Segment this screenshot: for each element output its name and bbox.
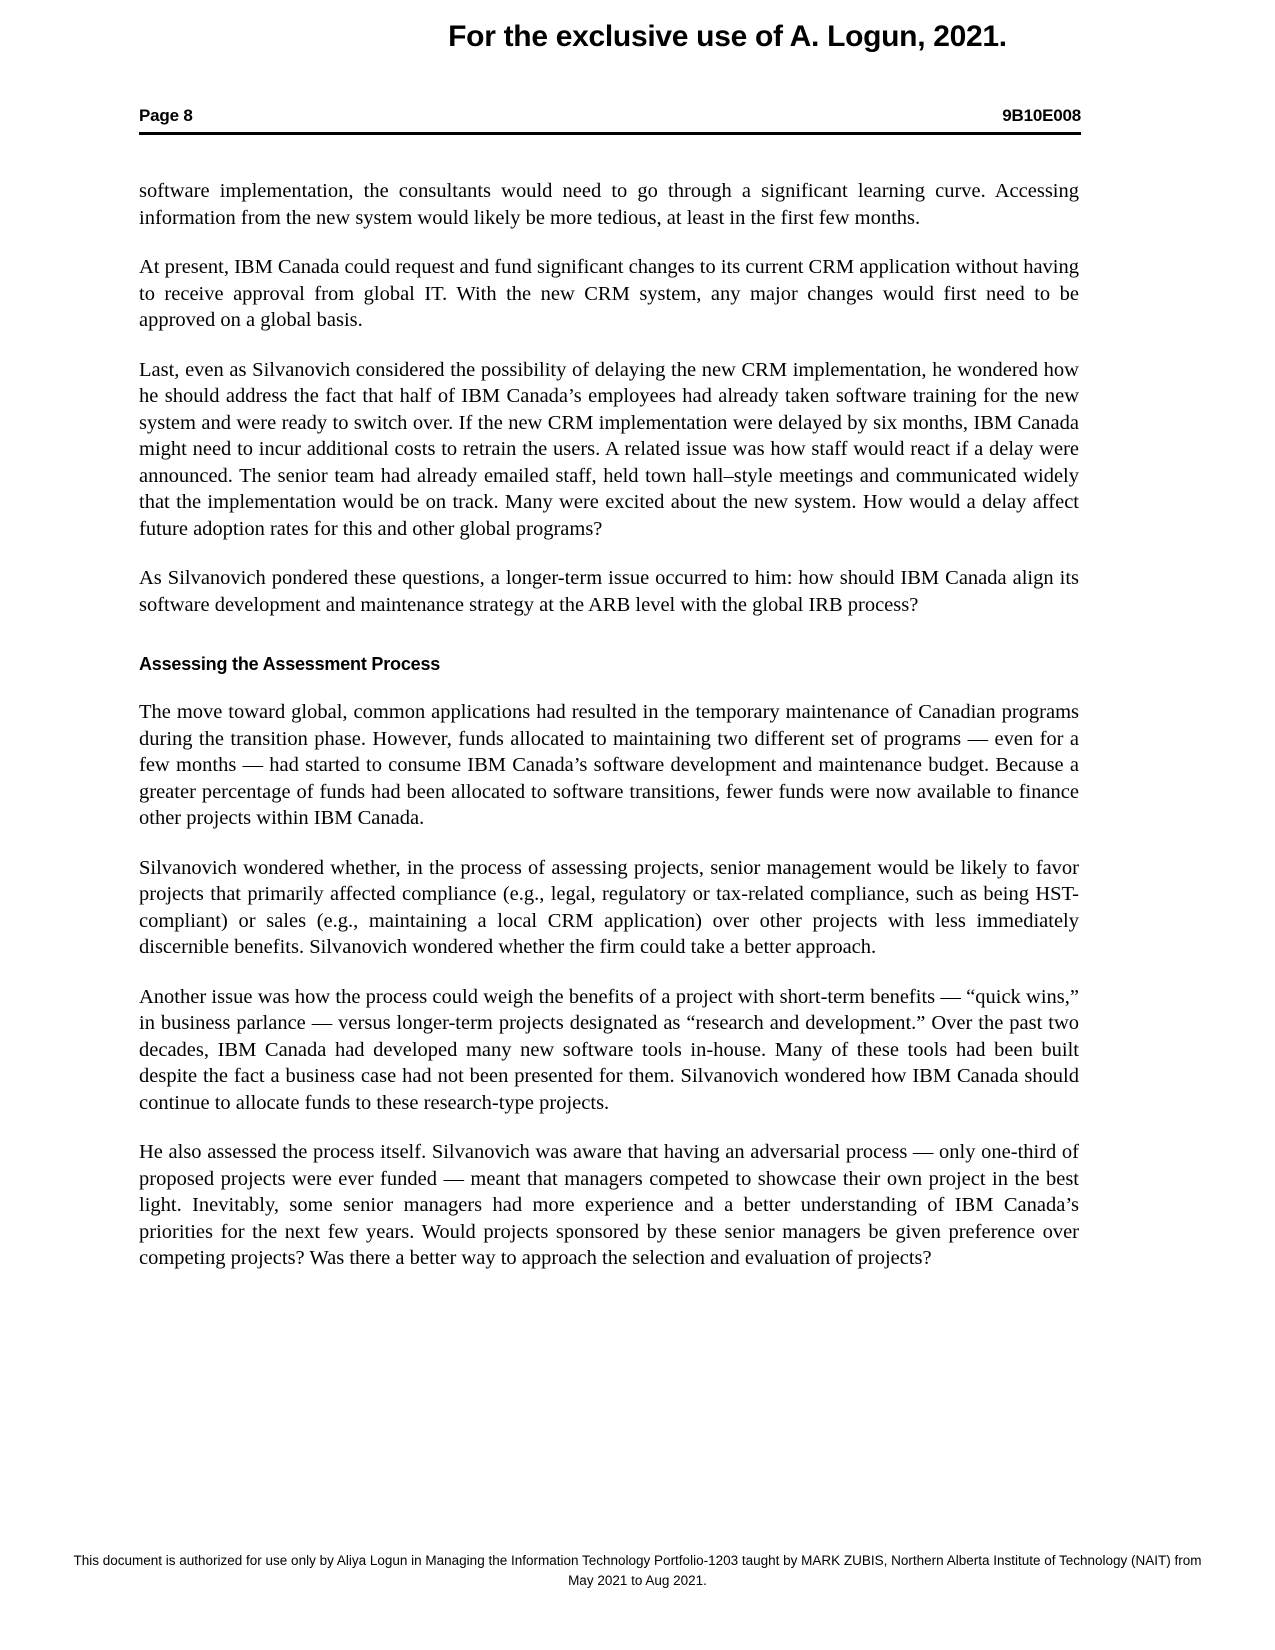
body-paragraph: The move toward global, common applications had resulted in the temporary maintenance of Canadian programs during the transition phase. However, funds allocated to maintaining two different set of programs — even for a few months — had started to consume IBM Canada’s software development and maintenance budget. Because a greater percentage of funds had been allocated to software transitions, fewer funds were now available to finance other projects within IBM Canada. [139,701,1079,829]
authorization-footer-line-2: May 2021 to Aug 2021. [568,1573,707,1588]
body-paragraph: software implementation, the consultants would need to go through a significant learning curve. Accessing information from the new system would likely be more tedious, at least in the first few months. [139,180,1079,229]
body-paragraph: At present, IBM Canada could request and fund significant changes to its current CRM application without having to receive approval from global IT. With the new CRM system, any major changes would first need to be approved on a global basis. [139,256,1079,331]
authorization-footer [0,1551,1275,1591]
body-paragraph: Another issue was how the process could weigh the benefits of a project with short-term benefits — “quick wins,” in business parlance — versus longer-term projects designated as “research and development.” Over the past two decades, IBM Canada had developed many new software tools in-house. Many of these tools had been built despite the fact a business case had not been presented for them. Silvanovich wondered how IBM Canada should continue to allocate funds to these research-type projects. [139,985,1079,1114]
body-paragraph: Last, even as Silvanovich considered the possibility of delaying the new CRM implementation, he wondered how he should address the fact that half of IBM Canada’s employees had already taken software training for the new system and were ready to switch over. If the new CRM implementation were delayed by six months, IBM Canada might need to incur additional costs to retrain the users. A related issue was how staff would react if a delay were announced. The senior team had already emailed staff, held town hall–style meetings and communicated widely that the implementation would be on track. Many were excited about the new system. How would a delay affect future adoption rates for this and other global programs? [139,358,1079,540]
body-content [139,178,1079,1272]
document-code-label: 9B10E008 [1002,106,1081,125]
document-header [139,106,1081,126]
body-paragraph: Silvanovich wondered whether, in the process of assessing projects, senior management would be likely to favor projects that primarily affected compliance (e.g., legal, regulatory or tax-related compliance, such as being HST-compliant) or sales (e.g., maintaining a local CRM application) over other projects with less immediately discernible benefits. Silvanovich wondered whether the firm could take a better approach. [139,856,1079,958]
body-paragraph: He also assessed the process itself. Silvanovich was aware that having an adversarial process — only one-third of proposed projects were ever funded — meant that managers competed to showcase their own project in the best light. Inevitably, some senior managers had more experience and a better understanding of IBM Canada’s priorities for the next few years. Would projects sponsored by these senior managers be given preference over competing projects? Was there a better way to approach the selection and evaluation of projects? [139,1141,1079,1269]
section-heading: Assessing the Assessment Process [139,654,441,674]
body-paragraph: As Silvanovich pondered these questions, a longer-term issue occurred to him: how should IBM Canada align its software development and maintenance strategy at the ARB level with the global IRB process? [139,567,1079,616]
authorization-footer-line-1: This document is authorized for use only by Aliya Logun in Managing the Information Technology Portfolio-1203 taught by MARK ZUBIS, Northern Alberta Institute of Technology (NAIT) from [73,1553,1202,1568]
page-number-label: Page 8 [139,106,193,125]
header-divider-rule [139,132,1081,135]
exclusive-use-watermark: For the exclusive use of A. Logun, 2021. [448,20,1007,53]
